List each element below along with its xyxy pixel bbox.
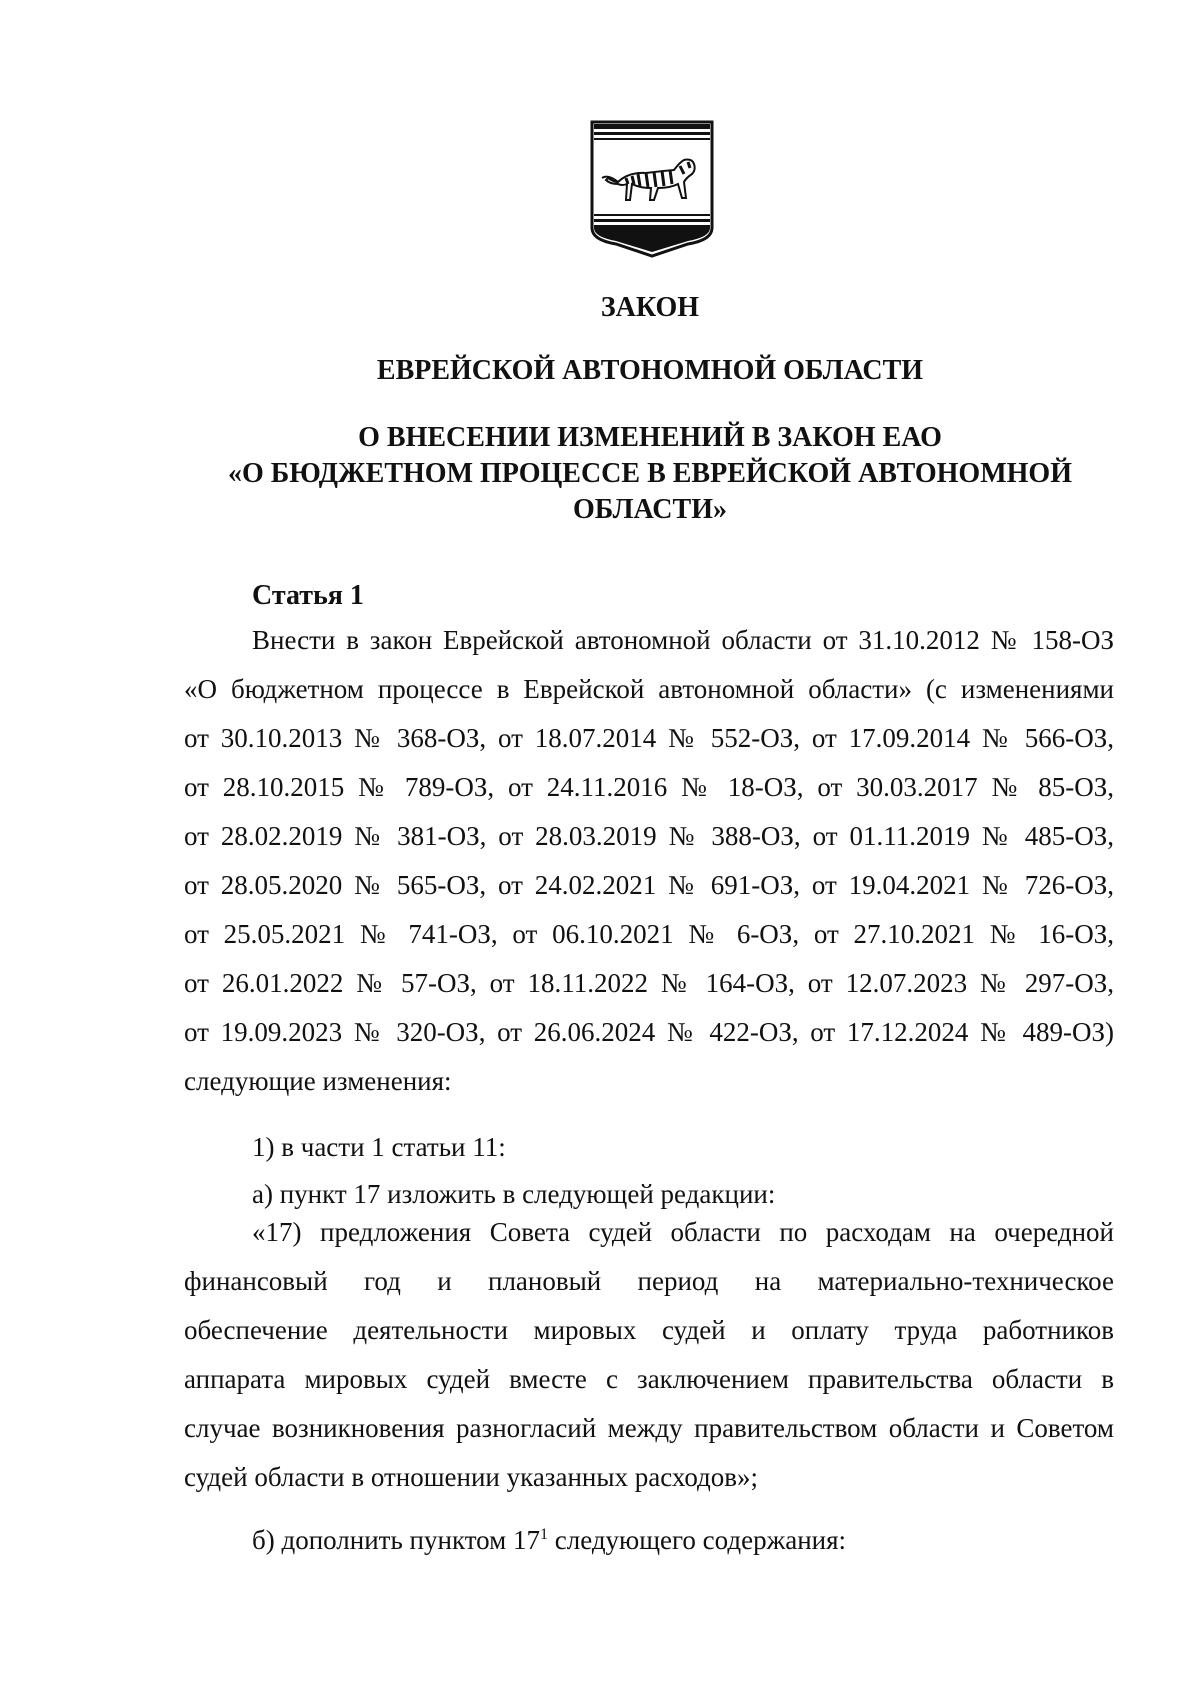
amendment-item-b xyxy=(252,1522,846,1558)
paragraph-line: от 28.10.2015 № 789-ОЗ, от 24.11.2016 № 18-ОЗ, от 30.03.2017 № 85-ОЗ, xyxy=(184,772,1114,802)
amendment-item-1: 1) в части 1 статьи 11: xyxy=(252,1132,506,1162)
paragraph-line: от 30.10.2013 № 368-ОЗ, от 18.07.2014 № 552-ОЗ, от 17.09.2014 № 566-ОЗ, xyxy=(184,723,1114,753)
law-title-line: «О БЮДЖЕТНОМ ПРОЦЕССЕ В ЕВРЕЙСКОЙ АВТОНОМНОЙ xyxy=(228,458,1072,489)
law-heading: ЗАКОН xyxy=(600,292,700,323)
paragraph-line: «О бюджетном процессе в Еврейской автономной области» (с изменениями xyxy=(184,674,1114,704)
paragraph-line: от 25.05.2021 № 741-ОЗ, от 06.10.2021 № 6-ОЗ, от 27.10.2021 № 16-ОЗ, xyxy=(184,919,1114,949)
paragraph-line: от 19.09.2023 № 320-ОЗ, от 26.06.2024 № 422-ОЗ, от 17.12.2024 № 489-ОЗ) xyxy=(184,1017,1114,1047)
paragraph-line: судей области в отношении указанных расходов»; xyxy=(184,1462,759,1492)
law-title xyxy=(180,420,1120,528)
paragraph-line: от 26.01.2022 № 57-ОЗ, от 18.11.2022 № 164-ОЗ, от 12.07.2023 № 297-ОЗ, xyxy=(184,968,1114,998)
coat-of-arms-icon xyxy=(588,118,716,260)
item-b-superscript: 1 xyxy=(539,1526,548,1543)
article-intro-paragraph xyxy=(184,616,1114,1106)
item-b-text: б) дополнить пунктом 17 xyxy=(252,1525,540,1555)
paragraph-line: обеспечение деятельности мировых судей и оплату труда работников xyxy=(184,1315,1114,1345)
paragraph-line: следующие изменения: xyxy=(184,1066,452,1096)
paragraph-line: случае возникновения разногласий между правительством области и Советом xyxy=(184,1413,1114,1443)
amendment-item-a: а) пункт 17 изложить в следующей редакции: xyxy=(252,1179,776,1209)
paragraph-line: финансовый год и плановый период на материально-техническое xyxy=(184,1266,1114,1296)
item-b-text-end: следующего содержания: xyxy=(547,1525,847,1555)
law-title-line: О ВНЕСЕНИИ ИЗМЕНЕНИЙ В ЗАКОН ЕАО xyxy=(358,422,942,453)
paragraph-line: Внести в закон Еврейской автономной области от 31.10.2012 № 158-ОЗ xyxy=(252,625,1114,655)
quoted-paragraph-17 xyxy=(184,1208,1114,1502)
paragraph-line: «17) предложения Совета судей области по расходам на очередной xyxy=(252,1217,1114,1247)
paragraph-line: от 28.02.2019 № 381-ОЗ, от 28.03.2019 № 388-ОЗ, от 01.11.2019 № 485-ОЗ, xyxy=(184,821,1114,851)
region-heading: ЕВРЕЙСКОЙ АВТОНОМНОЙ ОБЛАСТИ xyxy=(376,355,924,386)
paragraph-line: от 28.05.2020 № 565-ОЗ, от 24.02.2021 № 691-ОЗ, от 19.04.2021 № 726-ОЗ, xyxy=(184,870,1114,900)
law-title-line: ОБЛАСТИ» xyxy=(573,494,727,525)
article-heading: Статья 1 xyxy=(252,580,364,611)
paragraph-line: аппарата мировых судей вместе с заключением правительства области в xyxy=(184,1364,1114,1394)
